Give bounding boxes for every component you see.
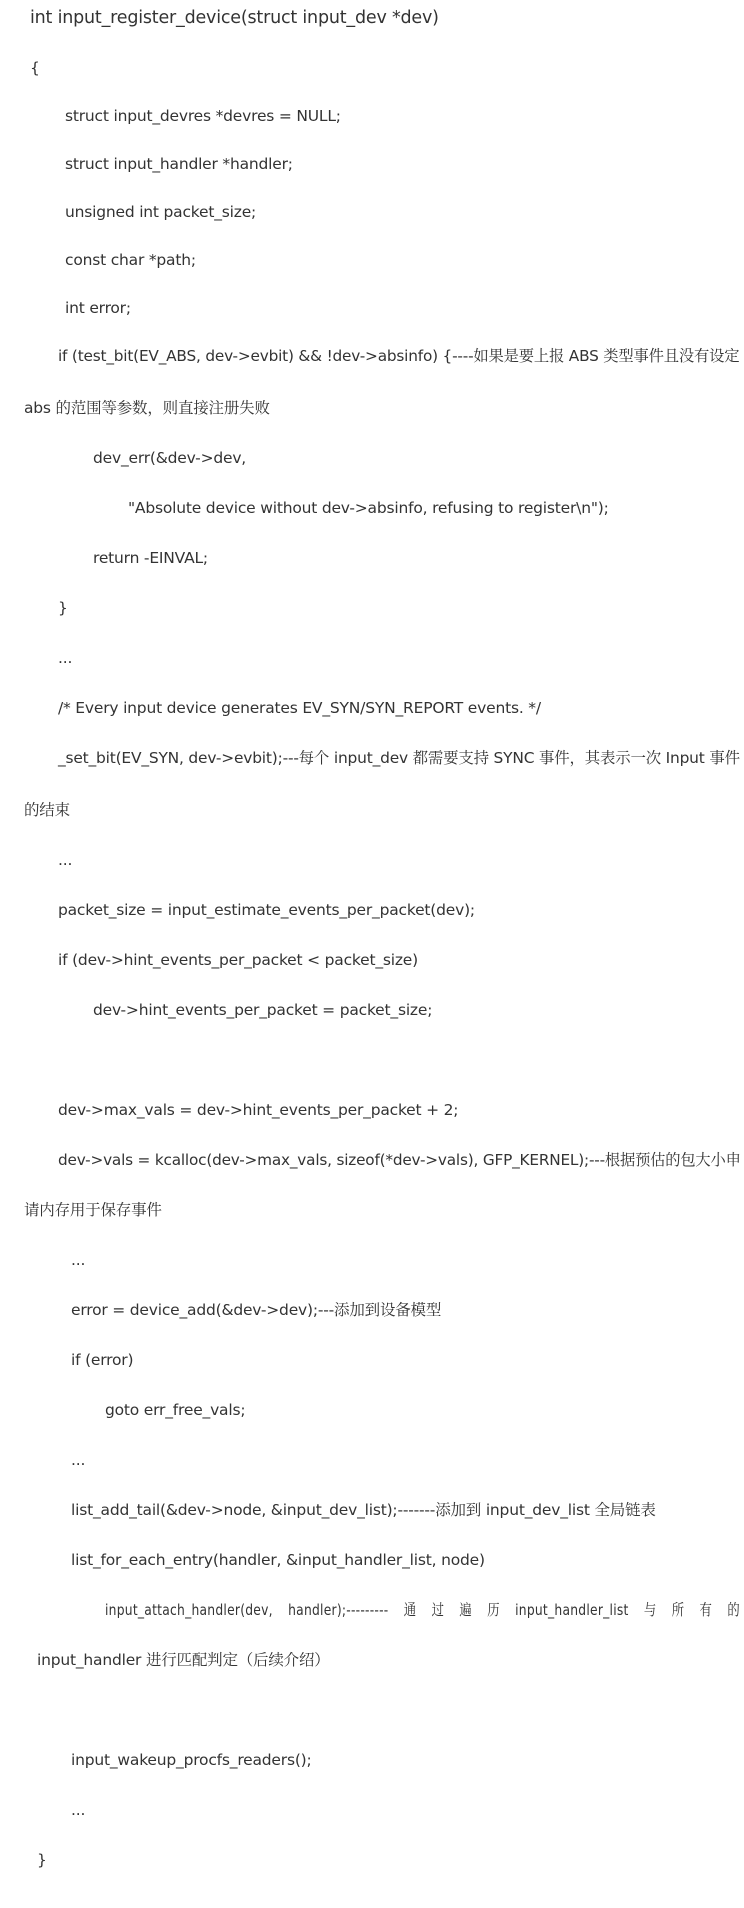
code-line-close-brace-if: }: [58, 599, 68, 617]
code-line-abs-check-comment-cont: abs 的范围等参数，则直接注册失败: [24, 399, 270, 417]
code-line-return-einval: return -EINVAL;: [93, 549, 208, 567]
code-line-kcalloc-comment-cont: 请内存用于保存事件: [24, 1201, 162, 1219]
code-line-goto-err: goto err_free_vals;: [105, 1401, 246, 1419]
code-line-error-check: if (error): [71, 1351, 134, 1369]
code-line-set-bit-syn: _set_bit(EV_SYN, dev->evbit);---每个 input_dev 都需要支持 SYNC 事件，其表示一次 Input 事件: [58, 749, 740, 767]
code-line-syn-comment: /* Every input device generates EV_SYN/SYN_REPORT events. */: [58, 699, 541, 717]
code-line-list-for-each: list_for_each_entry(handler, &input_handler_list, node): [71, 1551, 485, 1569]
code-line-ellipsis: ...: [71, 1801, 86, 1819]
code-line-attach-handler: input_attach_handler(dev, handler);--------- 通 过 遍 历 input_handler_list 与 所 有 的: [105, 1601, 740, 1619]
code-line-list-add-tail: list_add_tail(&dev->node, &input_dev_list);-------添加到 input_dev_list 全局链表: [71, 1501, 656, 1519]
code-line-devres-decl: struct input_devres *devres = NULL;: [65, 107, 341, 125]
code-line-max-vals: dev->max_vals = dev->hint_events_per_packet + 2;: [58, 1101, 459, 1119]
code-line-error-decl: int error;: [65, 299, 131, 317]
code-line-device-add: error = device_add(&dev->dev);---添加到设备模型: [71, 1301, 442, 1319]
code-line-packet-size-assign: packet_size = input_estimate_events_per_packet(dev);: [58, 901, 475, 919]
code-line-attach-handler-comment-cont: input_handler 进行匹配判定（后续介绍）: [37, 1651, 330, 1669]
code-line-abs-check: if (test_bit(EV_ABS, dev->evbit) && !dev->absinfo) {----如果是要上报 ABS 类型事件且没有设定: [58, 347, 740, 365]
code-line-dev-err-message: "Absolute device without dev->absinfo, refusing to register\n");: [128, 499, 609, 517]
code-line-hint-assign: dev->hint_events_per_packet = packet_size;: [93, 1001, 433, 1019]
code-line-handler-decl: struct input_handler *handler;: [65, 155, 293, 173]
code-line-wakeup-procfs: input_wakeup_procfs_readers();: [71, 1751, 312, 1769]
code-line-ellipsis: ...: [58, 851, 73, 869]
code-line-dev-err: dev_err(&dev->dev,: [93, 449, 247, 467]
code-line-packet-size-decl: unsigned int packet_size;: [65, 203, 257, 221]
code-line-close-brace-function: }: [37, 1851, 47, 1869]
code-line-function-signature: int input_register_device(struct input_dev *dev): [30, 8, 439, 28]
code-line-ellipsis: ...: [71, 1251, 86, 1269]
code-line-ellipsis: ...: [71, 1451, 86, 1469]
code-line-path-decl: const char *path;: [65, 251, 196, 269]
code-line-hint-check: if (dev->hint_events_per_packet < packet_size): [58, 951, 418, 969]
code-line-open-brace: {: [30, 59, 40, 77]
code-line-ellipsis: ...: [58, 649, 73, 667]
code-line-set-bit-comment-cont: 的结束: [24, 801, 70, 819]
code-line-kcalloc: dev->vals = kcalloc(dev->max_vals, sizeof(*dev->vals), GFP_KERNEL);---根据预估的包大小申: [58, 1151, 741, 1169]
